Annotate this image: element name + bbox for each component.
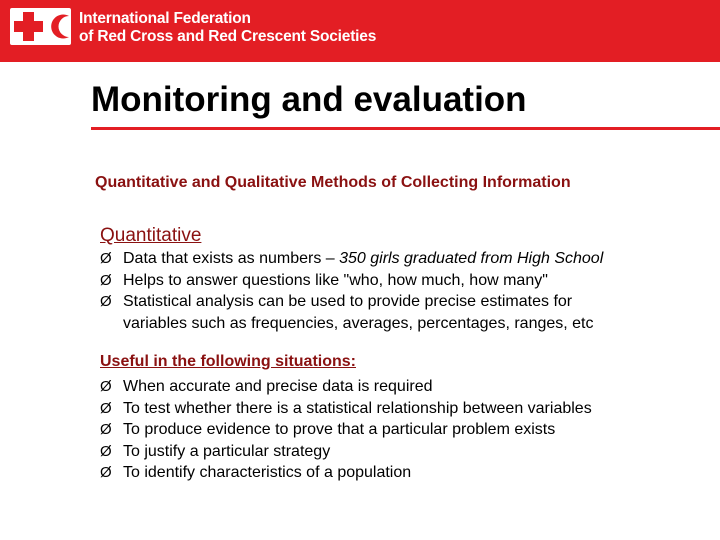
org-name-line-2: of Red Cross and Red Crescent Societies <box>79 28 377 45</box>
title-divider <box>91 127 720 130</box>
list-item <box>100 419 592 441</box>
list-item-text: variables such as frequencies, averages, percentages, ranges, etc <box>123 314 594 332</box>
useful-situations-heading: Useful in the following situations: <box>100 353 356 370</box>
header-banner <box>0 0 720 62</box>
list-item-text: To identify characteristics of a population <box>123 464 412 481</box>
org-name-line-1: International Federation <box>79 10 251 27</box>
useful-situations-list <box>100 376 592 484</box>
slide-subtitle: Quantitative and Qualitative Methods of Collecting Information <box>95 174 571 191</box>
list-item-emphasis: 350 girls graduated from High School <box>339 250 604 267</box>
red-crescent-icon <box>46 12 75 41</box>
arrow-bullet-icon: Ø <box>100 378 112 395</box>
section-heading-quantitative: Quantitative <box>100 225 202 246</box>
list-item <box>100 270 603 292</box>
list-item-text: Statistical analysis can be used to provide precise estimates for <box>123 293 573 310</box>
list-item <box>100 248 603 270</box>
slide-title: Monitoring and evaluation <box>91 80 527 119</box>
list-item <box>100 291 603 313</box>
list-item <box>100 441 592 463</box>
arrow-bullet-icon: Ø <box>100 293 112 310</box>
list-item <box>100 462 592 484</box>
list-item-continuation <box>100 313 603 335</box>
arrow-bullet-icon: Ø <box>100 399 112 417</box>
arrow-bullet-icon: Ø <box>100 250 112 267</box>
organization-name <box>79 10 376 46</box>
list-item-text: Data that exists as numbers – <box>123 250 340 267</box>
arrow-bullet-icon: Ø <box>100 442 112 460</box>
list-item-text: To produce evidence to prove that a particular problem exists <box>123 421 556 438</box>
list-item-text: To justify a particular strategy <box>123 442 331 460</box>
arrow-bullet-icon: Ø <box>100 421 112 438</box>
ifrc-logo <box>10 8 71 45</box>
list-item <box>100 398 592 420</box>
list-item-text: To test whether there is a statistical relationship between variables <box>123 399 592 417</box>
arrow-bullet-icon: Ø <box>100 464 112 481</box>
list-item-text: When accurate and precise data is required <box>123 378 433 395</box>
quantitative-list <box>100 248 603 334</box>
list-item <box>100 376 592 398</box>
red-cross-icon <box>14 12 43 41</box>
list-item-text: Helps to answer questions like "who, how much, how many" <box>123 271 548 289</box>
arrow-bullet-icon: Ø <box>100 271 112 289</box>
